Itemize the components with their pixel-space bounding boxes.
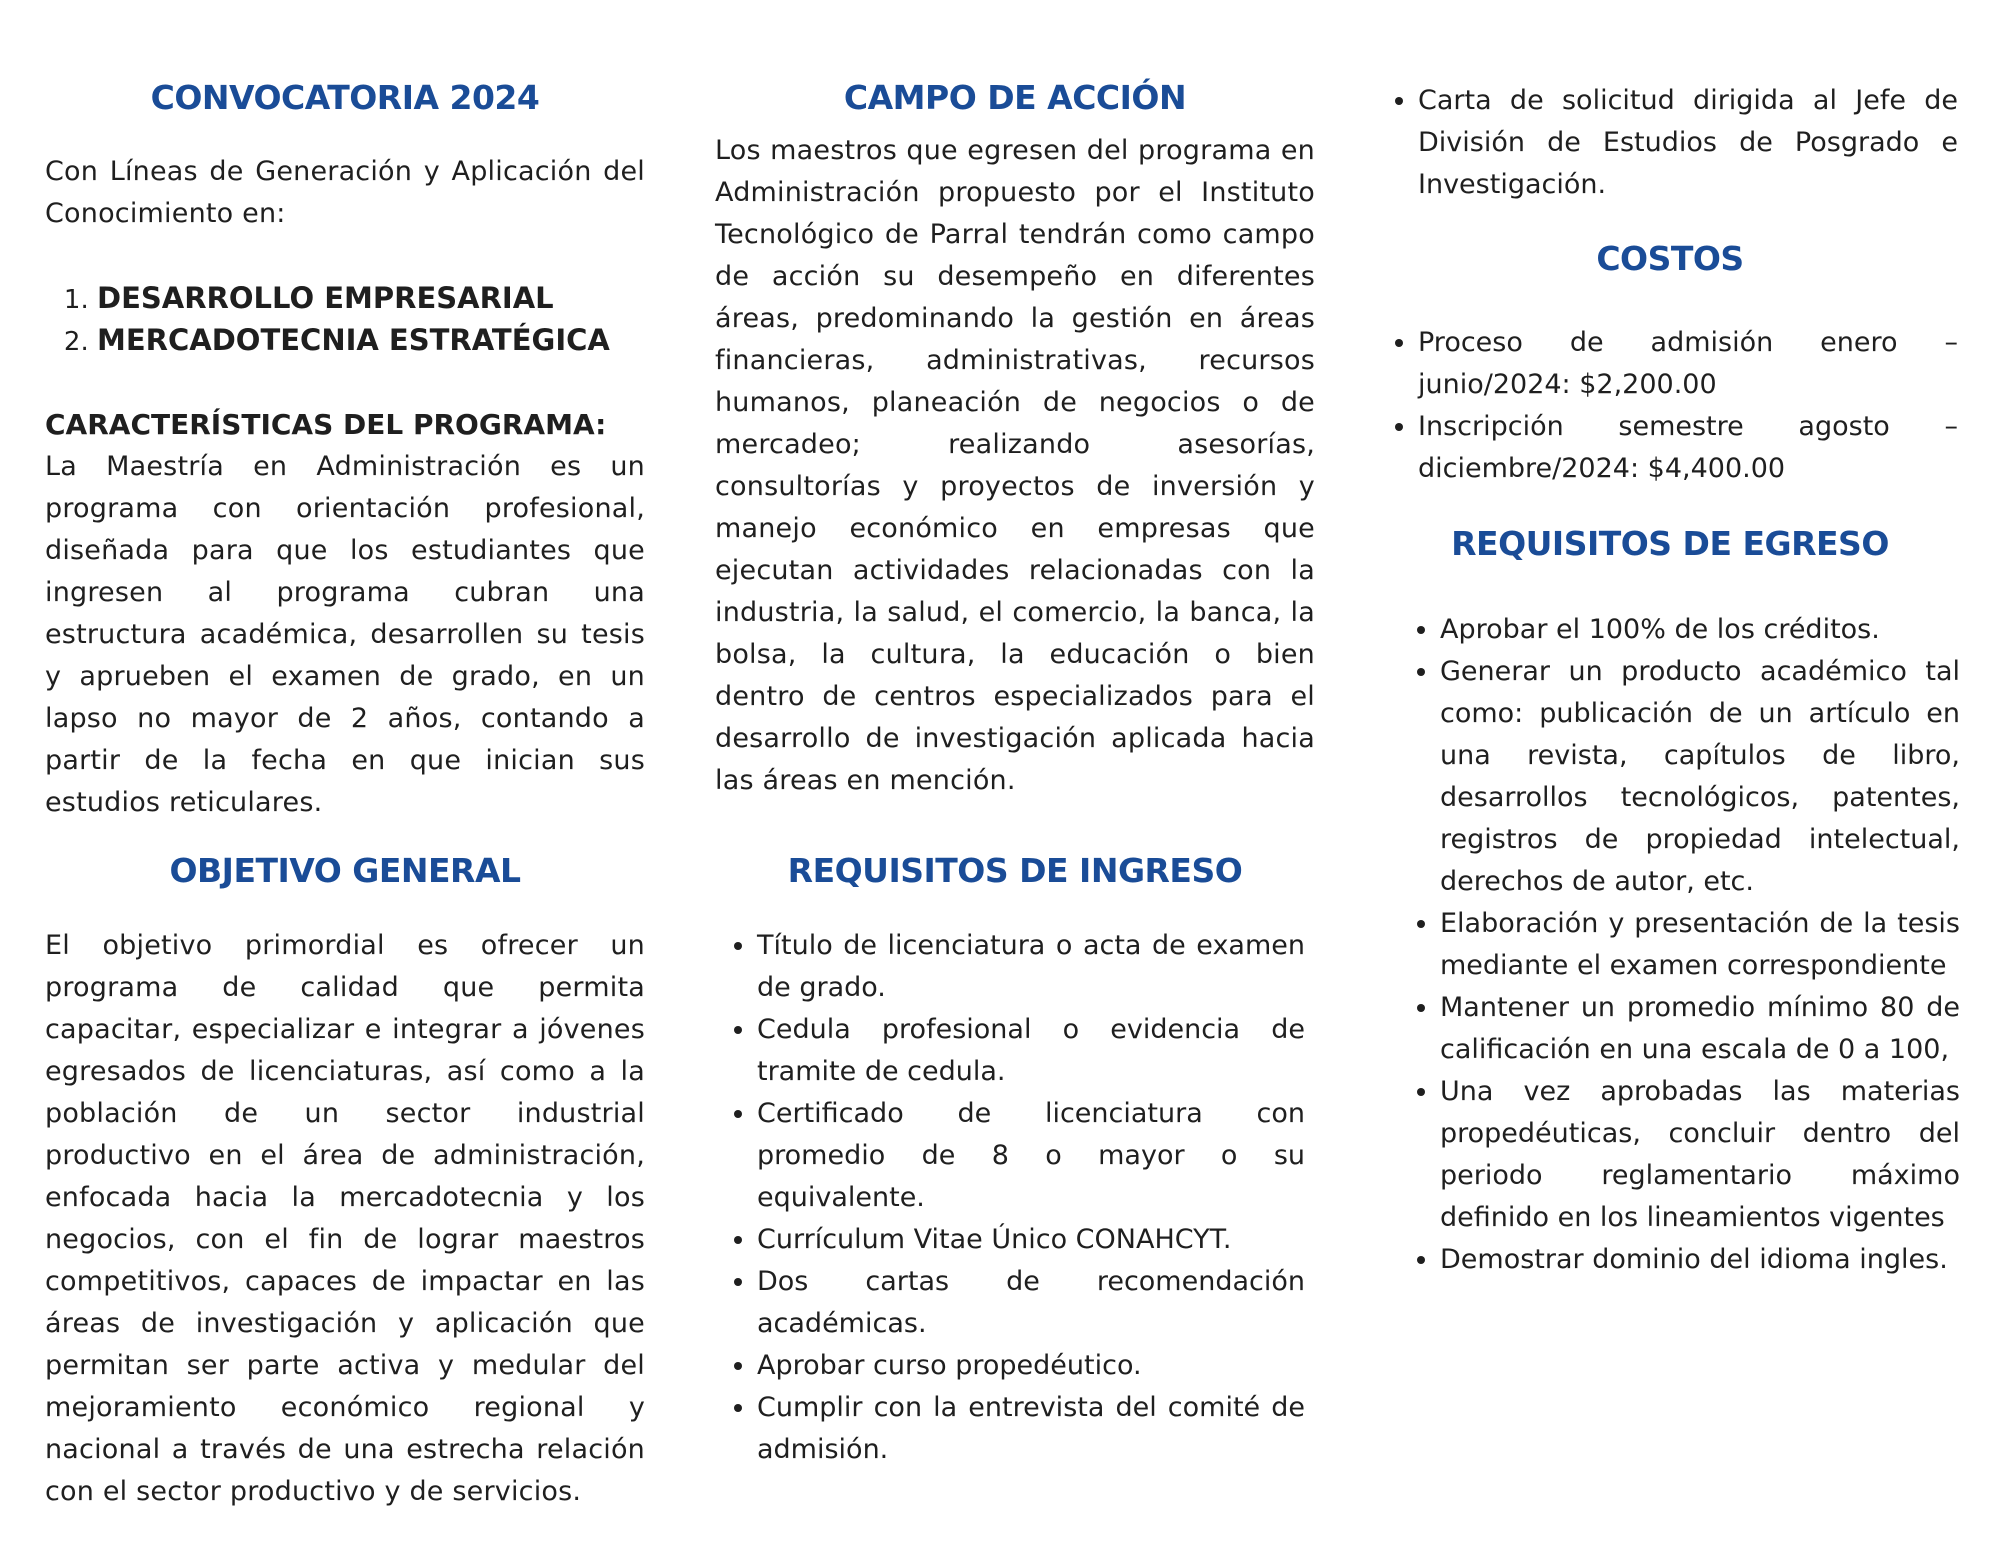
egreso-list <box>1378 609 1960 1281</box>
objetivo-title: OBJETIVO GENERAL <box>169 851 521 890</box>
list-item: • Dos cartas de recomendación académicas. <box>757 1261 1305 1345</box>
list-item: • Carta de solicitud dirigida al Jefe de División de Estudios de Posgrado e Investigación. <box>1418 80 1958 206</box>
caracteristicas-title: CARACTERÍSTICAS DEL PROGRAMA: <box>45 408 607 441</box>
campo-title: CAMPO DE ACCIÓN <box>843 78 1187 117</box>
list-item: • Cumplir con la entrevista del comité de admisión. <box>757 1387 1305 1471</box>
campo-text: Los maestros que egresen del programa en Administración propuesto por el Instituto Tecnológico de Parral tendrán como campo de acción su desempeño en diferentes áreas, predominando la gestión en áreas financieras, administrativas, recursos humanos, planeación de negocios o de mercadeo; realizando asesorías, consultorías y proyectos de inversión y manejo económico en empresas que ejecutan actividades relacionadas con la industria, la salud, el comercio, la banca, la bolsa, la cultura, la educación o bien dentro de centros especializados para el desarrollo de investigación aplicada hacia las áreas en mención. <box>715 135 1315 796</box>
egreso-title: REQUISITOS DE EGRESO <box>1451 524 1889 563</box>
list-item: • Elaboración y presentación de la tesis mediante el examen correspondiente <box>1440 903 1960 987</box>
list-item: • Currículum Vitae Único CONAHCYT. <box>757 1219 1305 1261</box>
costos-list <box>1358 322 1958 490</box>
list-item: • Inscripción semestre agosto – diciembre/2024: $4,400.00 <box>1418 406 1958 490</box>
list-item: • Certificado de licenciatura con promedio de 8 o mayor o su equivalente. <box>757 1093 1305 1219</box>
list-item: • Generar un producto académico tal como: publicación de un artículo en una revista, capítulos de libro, desarrollos tecnológicos, patentes, registros de propiedad intelectual, derechos de autor, etc. <box>1440 651 1960 903</box>
carta-list <box>1358 80 1958 206</box>
caracteristicas-text: La Maestría en Administración es un programa con orientación profesional, diseñada para que los estudiantes que ingresen al programa cubran una estructura académica, desarrollen su tesis y aprueben el examen de grado, en un lapso no mayor de 2 años, contando a partir de la fecha en que inician sus estudios reticulares. <box>45 451 645 818</box>
objetivo-text: El objetivo primordial es ofrecer un programa de calidad que permita capacitar, especializar e integrar a jóvenes egresados de licenciaturas, así como a la población de un sector industrial productivo en el área de administración, enfocada hacia la mercadotecnia y los negocios, con el fin de lograr maestros competitivos, capaces de impactar en las áreas de investigación y aplicación que permitan ser parte activa y medular del mejoramiento económico regional y nacional a través de una estrecha relación con el sector productivo y de servicios. <box>45 930 645 1507</box>
list-item: 1. DESARROLLO EMPRESARIAL <box>97 277 645 319</box>
list-item: • Proceso de admisión enero – junio/2024: $2,200.00 <box>1418 322 1958 406</box>
list-item: 2. MERCADOTECNIA ESTRATÉGICA <box>97 319 645 361</box>
costos-title: COSTOS <box>1596 239 1744 278</box>
list-item: • Demostrar dominio del idioma ingles. <box>1440 1239 1960 1281</box>
convocatoria-title: CONVOCATORIA 2024 <box>150 78 540 117</box>
ingreso-list <box>715 925 1305 1471</box>
list-item: • Aprobar el 100% de los créditos. <box>1440 609 1960 651</box>
list-item: • Aprobar curso propedéutico. <box>757 1345 1305 1387</box>
list-item: • Cedula profesional o evidencia de tramite de cedula. <box>757 1009 1305 1093</box>
ingreso-title: REQUISITOS DE INGRESO <box>787 851 1243 890</box>
list-item: • Una vez aprobadas las materias propedéuticas, concluir dentro del periodo reglamentario máximo definido en los lineamientos vigentes <box>1440 1071 1960 1239</box>
lines-list <box>45 277 645 361</box>
list-item: • Mantener un promedio mínimo 80 de calificación en una escala de 0 a 100, <box>1440 987 1960 1071</box>
list-item: • Título de licenciatura o acta de examen de grado. <box>757 925 1305 1009</box>
intro-text: Con Líneas de Generación y Aplicación del Conocimiento en: <box>45 156 645 229</box>
